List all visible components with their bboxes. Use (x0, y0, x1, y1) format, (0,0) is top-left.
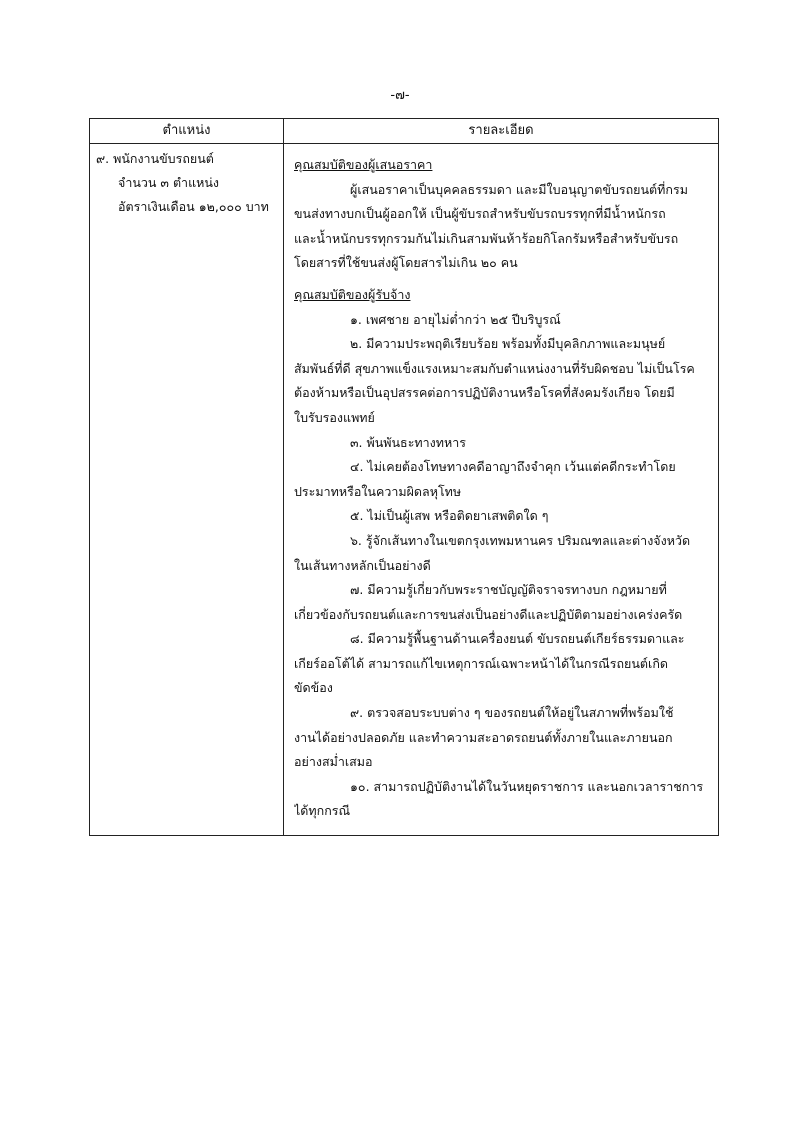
qualification-table (89, 118, 719, 836)
contractor-line: ๘. มีความรู้พื้นฐานด้านเครื่องยนต์ ขับรถยนต์เกียร์ธรรมดาและ (350, 631, 685, 647)
details-cell (294, 153, 708, 824)
contractor-line: ๑. เพศชาย อายุไม่ต่ำกว่า ๒๕ ปีบริบูรณ์ (350, 311, 561, 327)
position-salary: อัตราเงินเดือน ๑๒,๐๐๐ บาท (118, 199, 269, 214)
page-number: -๗- (390, 88, 410, 103)
bidder-line: ผู้เสนอราคาเป็นบุคคลธรรมดา และมีใบอนุญาตขับรถยนต์ที่กรม (350, 181, 688, 197)
bidder-line: โดยสารที่ใช้ขนส่งผู้โดยสารไม่เกิน ๒๐ คน (294, 255, 518, 271)
contractor-line: ประมาทหรือในความผิดลหุโทษ (294, 483, 462, 499)
contractor-qualifications-title: คุณสมบัติของผู้รับจ้าง (294, 286, 411, 302)
contractor-line: งานได้อย่างปลอดภัย และทำความสะอาดรถยนต์ทั้งภายในและภายนอก (294, 729, 673, 745)
contractor-line: อย่างสม่ำเสมอ (294, 754, 373, 770)
contractor-line: ในเส้นทางหลักเป็นอย่างดี (294, 557, 431, 573)
contractor-line: ได้ทุกกรณี (294, 803, 351, 819)
bidder-qualifications-title: คุณสมบัติของผู้เสนอราคา (294, 157, 433, 172)
contractor-line: ๗. มีความรู้เกี่ยวกับพระราชบัญญัติจราจรทางบก กฎหมายที่ (350, 582, 667, 598)
position-count: จำนวน ๓ ตำแหน่ง (118, 175, 220, 190)
contractor-line: ๒. มีความประพฤติเรียบร้อย พร้อมทั้งมีบุคลิกภาพและมนุษย์ (350, 336, 666, 352)
bidder-line: และน้ำหนักบรรทุกรวมกันไม่เกินสามพันห้าร้อยกิโลกรัมหรือสำหรับขับรถ (294, 230, 679, 246)
contractor-line: ขัดข้อง (294, 680, 333, 696)
contractor-line: ๓. พ้นพันธะทางทหาร (350, 434, 466, 450)
contractor-line: ใบรับรองแพทย์ (294, 409, 375, 425)
header-details: รายละเอียด (468, 123, 534, 138)
header-position: ตำแหน่ง (162, 123, 211, 138)
contractor-line: ๔. ไม่เคยต้องโทษทางคดีอาญาถึงจำคุก เว้นแต่คดีกระทำโดย (350, 459, 676, 475)
position-cell (96, 147, 280, 219)
bidder-line: ขนส่งทางบกเป็นผู้ออกให้ เป็นผู้ขับรถสำหรับขับรถบรรทุกที่มีน้ำหนักรถ (294, 206, 666, 222)
contractor-line: ๕. ไม่เป็นผู้เสพ หรือติดยาเสพติดใด ๆ (350, 508, 549, 524)
contractor-line: สัมพันธ์ที่ดี สุขภาพแข็งแรงเหมาะสมกับตำแหน่งงานที่รับผิดชอบ ไม่เป็นโรค (294, 360, 695, 376)
contractor-line: ๑๐. สามารถปฏิบัติงานได้ในวันหยุดราชการ และนอกเวลาราชการ (350, 778, 704, 794)
contractor-line: ๖. รู้จักเส้นทางในเขตกรุงเทพมหานคร ปริมณฑลและต่างจังหวัด (350, 532, 691, 548)
table-header-row (90, 119, 718, 144)
position-title: ๙. พนักงานขับรถยนต์ (96, 151, 214, 166)
contractor-line: เกี่ยวข้องกับรถยนต์และการขนส่งเป็นอย่างดีและปฏิบัติตามอย่างเคร่งครัด (294, 606, 683, 622)
contractor-line: ๙. ตรวจสอบระบบต่าง ๆ ของรถยนต์ให้อยู่ในสภาพที่พร้อมใช้ (350, 705, 674, 721)
column-divider (283, 119, 284, 835)
contractor-line: ต้องห้ามหรือเป็นอุปสรรคต่อการปฏิบัติงานหรือโรคที่สังคมรังเกียจ โดยมี (294, 385, 675, 401)
contractor-line: เกียร์ออโต้ได้ สามารถแก้ไขเหตุการณ์เฉพาะหน้าได้ในกรณีรถยนต์เกิด (294, 655, 668, 671)
